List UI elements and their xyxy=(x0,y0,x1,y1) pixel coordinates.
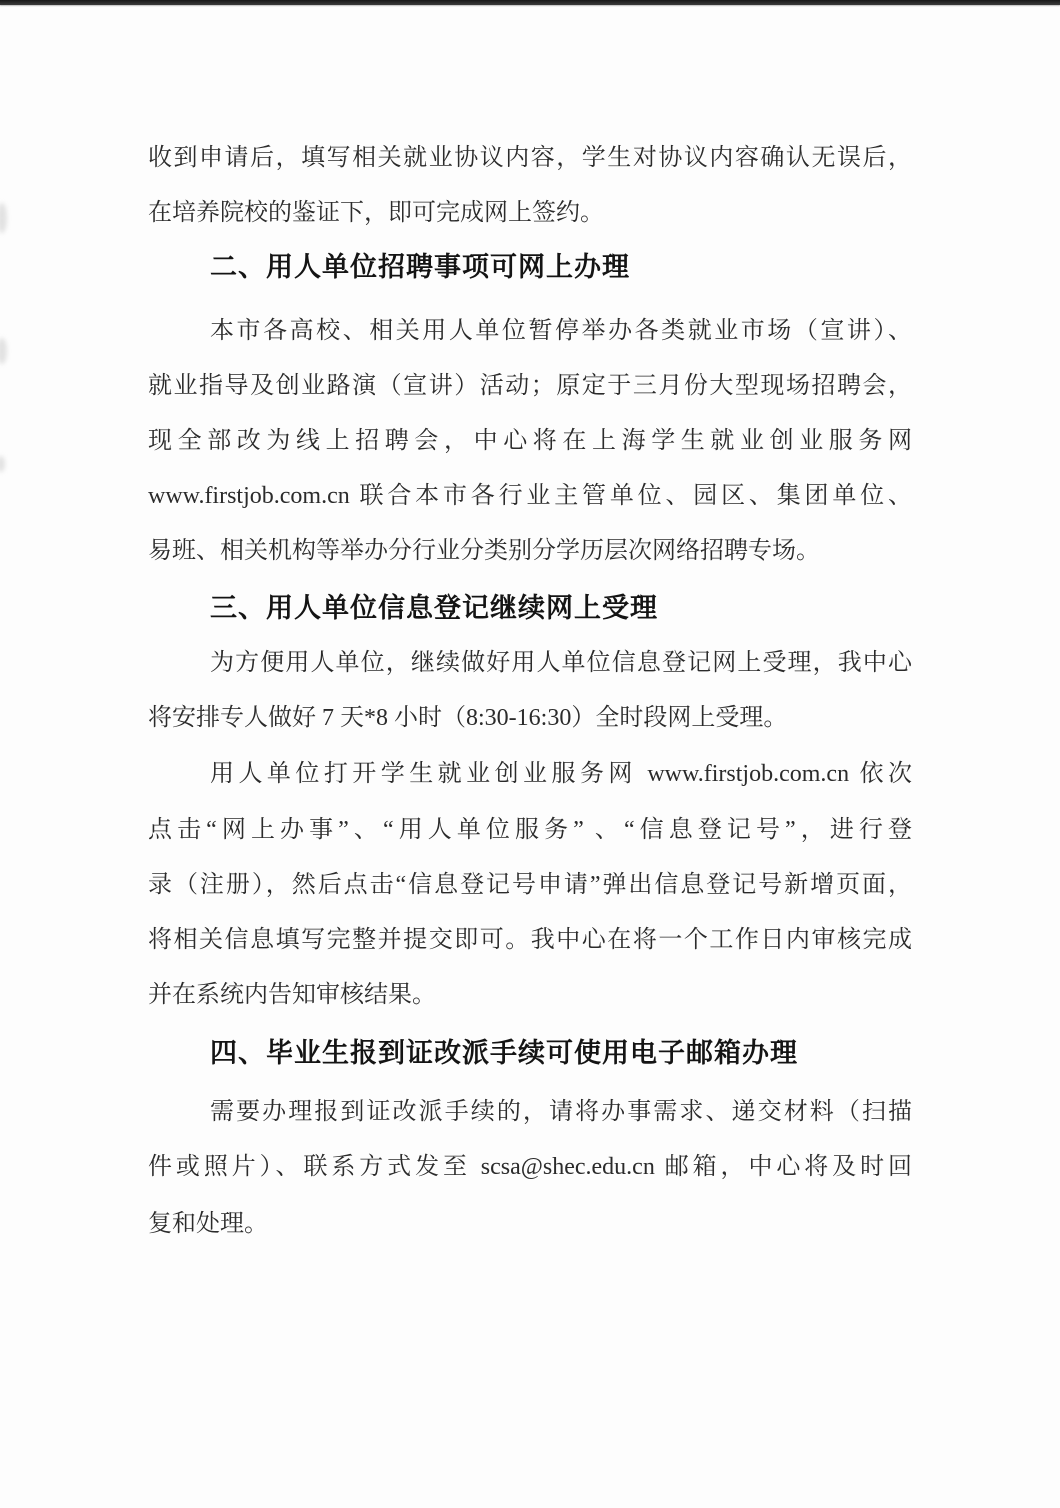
text-line: 易班、相关机构等举办分行业分类别分学历层次网络招聘专场。 xyxy=(148,538,820,564)
section-heading-3: 三、用人单位信息登记继续网上受理 xyxy=(210,593,658,623)
text-line: 在培养院校的鉴证下，即可完成网上签约。 xyxy=(148,200,604,226)
text-line: 复和处理。 xyxy=(148,1211,268,1237)
text-line: 现全部改为线上招聘会，中心将在上海学生就业创业服务网 xyxy=(148,428,912,454)
text-line: 点击“网上办事”、“用人单位服务” 、“信息登记号”，进行登 xyxy=(148,817,912,843)
text-line-with-url: 用人单位打开学生就业创业服务网 www.firstjob.com.cn 依次 xyxy=(210,761,912,787)
text-line: 需要办理报到证改派手续的，请将办事需求、递交材料（扫描 xyxy=(210,1099,912,1125)
text-line: 为方便用人单位，继续做好用人单位信息登记网上受理，我中心 xyxy=(210,650,912,676)
text-line: 录（注册），然后点击“信息登记号申请”弹出信息登记号新增页面， xyxy=(148,872,912,898)
text-line: 就业指导及创业路演（宣讲）活动；原定于三月份大型现场招聘会， xyxy=(148,373,912,399)
text-line-with-url: www.firstjob.com.cn 联合本市各行业主管单位、园区、集团单位、 xyxy=(148,483,912,509)
section-heading-4: 四、毕业生报到证改派手续可使用电子邮箱办理 xyxy=(210,1038,798,1068)
text-line-hours: 将安排专人做好 7 天*8 小时（8:30-16:30）全时段网上受理。 xyxy=(148,705,788,731)
text-line: 并在系统内告知审核结果。 xyxy=(148,982,436,1008)
text-line-with-email: 件或照片）、联系方式发至 scsa@shec.edu.cn 邮箱，中心将及时回 xyxy=(148,1154,912,1180)
text-line: 本市各高校、相关用人单位暂停举办各类就业市场（宣讲）、 xyxy=(210,318,912,344)
section-heading-2: 二、用人单位招聘事项可网上办理 xyxy=(210,252,630,282)
scan-smudge-artifact xyxy=(0,203,7,233)
scan-edge-artifact-top xyxy=(0,0,1060,5)
scan-smudge-artifact xyxy=(0,456,5,472)
text-line: 收到申请后，填写相关就业协议内容，学生对协议内容确认无误后， xyxy=(148,145,912,171)
scan-smudge-artifact xyxy=(0,338,7,364)
text-line: 将相关信息填写完整并提交即可。我中心在将一个工作日内审核完成 xyxy=(148,927,912,953)
